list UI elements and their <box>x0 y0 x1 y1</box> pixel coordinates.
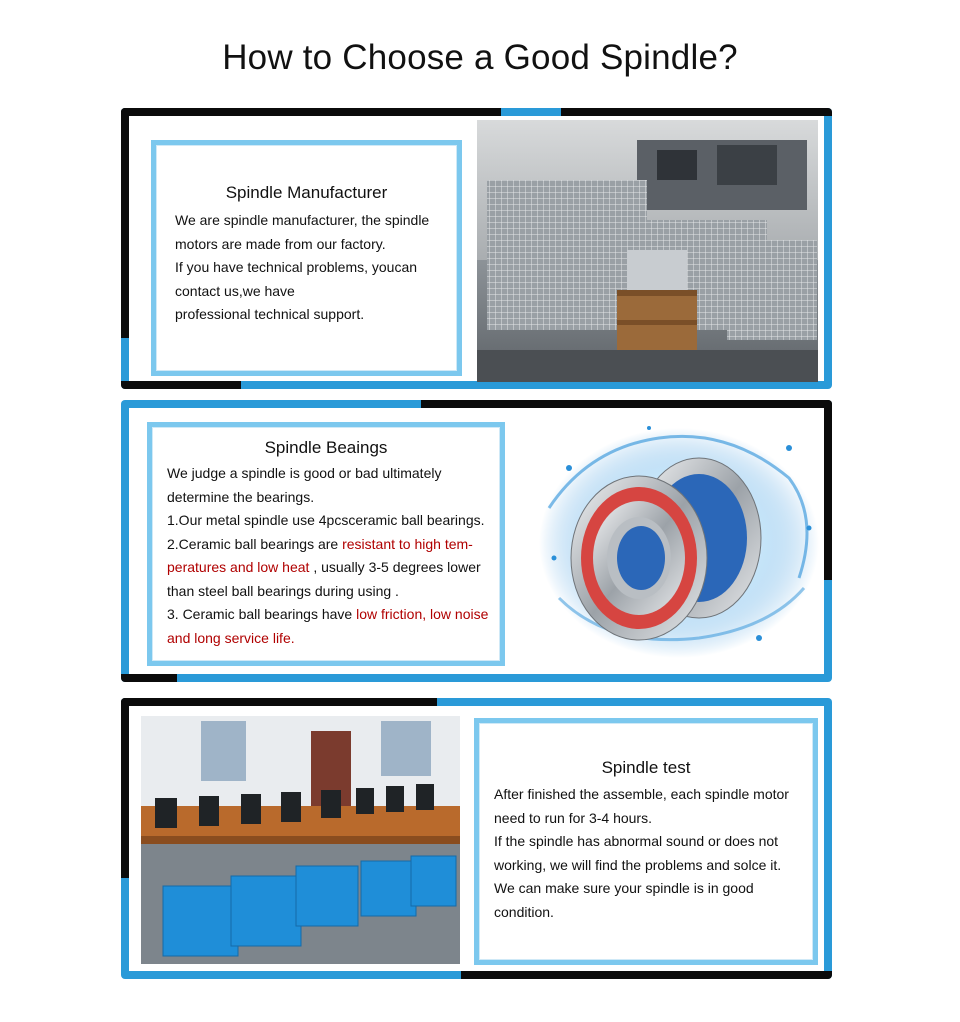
bearings-textbox <box>147 422 505 666</box>
text-highlight: peratures and low heat <box>167 559 310 575</box>
factory-photo <box>477 120 818 382</box>
manufacturer-textbox <box>151 140 462 376</box>
panel-inner <box>129 408 824 674</box>
page-title: How to Choose a Good Spindle? <box>222 38 738 77</box>
frame-band <box>121 108 501 116</box>
panel-inner <box>129 706 824 971</box>
text-line: than steel ball bearings during using . <box>167 582 399 599</box>
text-line: If you have technical problems, youcan <box>175 259 418 275</box>
text-line <box>167 533 500 557</box>
text-line <box>167 556 500 580</box>
text-plain: 3. Ceramic ball bearings have <box>167 606 357 622</box>
panel-inner <box>129 116 824 381</box>
section-manufacturer <box>121 108 832 389</box>
section-heading: Spindle test <box>601 758 691 777</box>
text-line: We can make sure your spindle is in good <box>494 880 754 896</box>
text-line: If the spindle has abnormal sound or does not <box>494 833 779 849</box>
text-line: After finished the assemble, each spindle motor <box>494 786 789 802</box>
text-line <box>167 603 500 627</box>
text-line: working, we will find the problems and solce it. <box>494 856 782 873</box>
text-plain: , usually 3-5 degrees lower <box>309 559 481 575</box>
text-line: professional technical support. <box>175 306 365 322</box>
bearing-photo <box>529 408 824 674</box>
section-heading: Spindle Beaings <box>264 438 388 457</box>
text-line: contact us,we have <box>175 282 295 299</box>
text-line <box>167 627 500 651</box>
text-line: We judge a spindle is good or bad ultimately <box>167 465 442 481</box>
text-plain: 2.Ceramic ball bearings are <box>167 535 343 552</box>
text-line: condition. <box>494 903 554 920</box>
test-textbox <box>474 718 818 965</box>
text-highlight: resistant to high tem- <box>342 535 473 552</box>
text-line: motors are made from our factory. <box>175 235 386 252</box>
section-test <box>121 698 832 979</box>
text-line: determine the bearings. <box>167 488 315 505</box>
section-bearings <box>121 400 832 682</box>
text-highlight: low friction, low noise <box>356 606 489 622</box>
text-line: 1.Our metal spindle use 4pcsceramic ball bearings. <box>167 512 485 528</box>
text-line: We are spindle manufacturer, the spindle <box>175 212 430 228</box>
text-line: need to run for 3-4 hours. <box>494 809 652 826</box>
text-highlight: and long service life. <box>167 629 295 646</box>
test-bench-photo <box>141 716 460 964</box>
section-heading: Spindle Manufacturer <box>225 183 388 202</box>
